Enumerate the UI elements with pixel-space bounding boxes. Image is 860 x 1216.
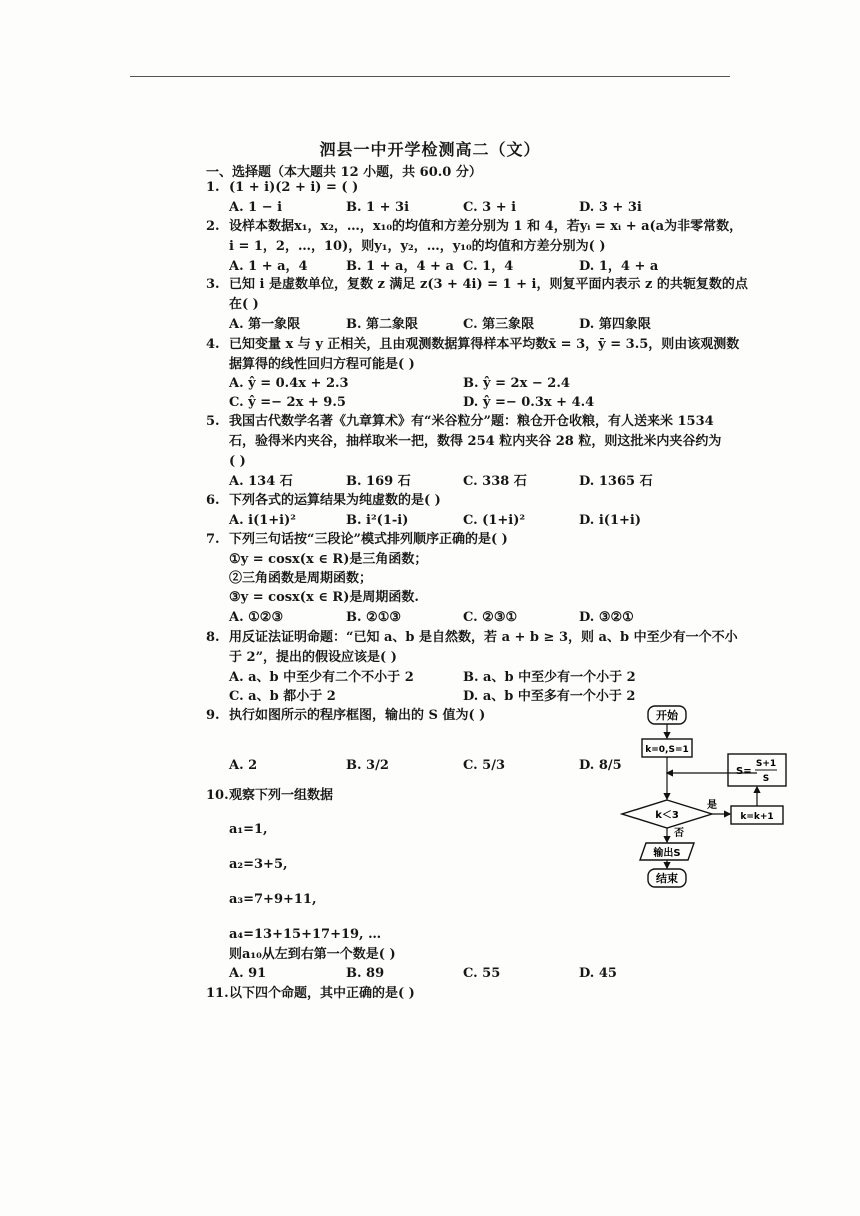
option-a: A. 91 [229,966,267,981]
question-number: 3. [206,277,220,292]
option-d: D. 8/5 [579,758,622,773]
option-b: B. i²(1-i) [346,513,409,528]
question-text: a₄=13+15+17+19, … [229,927,382,942]
option-b: B. ②①③ [346,610,402,625]
top-rule [130,76,730,77]
option-b: B. 89 [346,966,385,981]
question-text: 下列各式的运算结果为纯虚数的是( ) [229,493,441,508]
question-number: 5. [206,414,220,429]
question-number: 9. [206,708,220,723]
option-b: B. 3/2 [346,758,389,773]
option-a: A. 1 + a，4 [229,259,308,274]
option-a: A. 134 石 [229,474,293,489]
option-c: C. ②③① [463,610,518,625]
flowchart-update-s-numerator: S+1 [755,759,777,769]
flowchart-yes-label: 是 [707,800,717,811]
flowchart-init-label: k=0,S=1 [645,745,689,755]
option-c: C. (1+i)² [463,513,526,528]
question-text: 执行如图所示的程序框图，输出的 S 值为( ) [229,708,486,723]
question-number: 6. [206,493,220,508]
question-text: ②三角函数是周期函数； [229,571,373,586]
option-d: D. i(1+i) [579,513,641,528]
flowchart-update-s-lhs: S= [736,766,752,777]
question-text: 用反证法证明命题：“已知 a、b 是自然数，若 a + b ≥ 3，则 a、b 中至少有一个不小 [229,630,738,645]
question-number: 2. [206,219,220,234]
question-text: a₁=1, [229,822,268,837]
question-text: 观察下列一组数据 [229,788,334,803]
program-flowchart [620,702,820,892]
question-text: 下列三句话按“三段论”模式排列顺序正确的是( ) [229,532,508,547]
question-text: ①y = cosx(x ∈ R)是三角函数； [229,552,428,567]
option-d: D. 1，4 + a [579,259,659,274]
option-c: C. 1，4 [463,259,514,274]
option-d: D. ŷ =− 0.3x + 4.4 [463,395,595,410]
question-text: a₂=3+5, [229,857,288,872]
option-c: C. 5/3 [463,758,506,773]
option-a: A. 2 [229,758,258,773]
option-b: B. 1 + a，4 + a [346,259,454,274]
option-d: D. 3 + 3i [579,200,642,215]
option-a: A. a、b 中至少有二个不小于 2 [229,670,414,685]
option-c: C. 55 [463,966,501,981]
option-b: B. 1 + 3i [346,200,410,215]
question-text: 据算得的线性回归方程可能是( ) [229,357,415,372]
option-a: A. 1 − i [229,200,283,215]
question-number: 7. [206,532,220,547]
option-b: B. ŷ = 2x − 2.4 [463,376,570,391]
question-number: 10. [206,788,229,803]
question-text: a₃=7+9+11, [229,892,317,907]
option-a: A. 第一象限 [229,317,301,332]
question-text: 于 2”，提出的假设应该是( ) [229,650,397,665]
question-text: 我国古代数学名著《九章算术》有“米谷粒分”题：粮仓开仓收粮，有人送来米 1534 [229,414,714,429]
question-text: 则a₁₀从左到右第一个数是( ) [229,947,396,962]
option-a: A. ŷ = 0.4x + 2.3 [229,376,349,391]
flowchart-no-label: 否 [674,828,684,839]
question-text: 以下四个命题，其中正确的是( ) [229,986,415,1001]
question-number: 1. [206,180,220,195]
flowchart-condition-label: k＜3 [655,810,679,821]
option-a: A. i(1+i)² [229,513,296,528]
option-c: C. 338 石 [463,474,527,489]
question-number: 11. [206,986,229,1001]
option-c: C. ŷ =− 2x + 9.5 [229,395,346,410]
question-text: (1 + i)(2 + i) = ( ) [229,180,359,195]
option-d: D. 45 [579,966,617,981]
flowchart-output-label: 输出S [653,848,681,859]
flowchart-increment-label: k=k+1 [740,812,774,822]
option-c: C. 第三象限 [463,317,535,332]
section-heading: 一、选择题（本大题共 12 小题，共 60.0 分） [206,165,482,180]
option-b: B. 第二象限 [346,317,419,332]
question-text: 已知 i 是虚数单位，复数 z 满足 z(3 + 4i) = 1 + i，则复平面内表示 z 的共轭复数的点 [229,277,748,292]
option-d: D. 1365 石 [579,474,653,489]
question-number: 4. [206,337,220,352]
option-d: D. a、b 中至多有一个小于 2 [463,689,636,704]
option-b: B. a、b 中至少有一个小于 2 [463,670,636,685]
option-c: C. a、b 都小于 2 [229,689,336,704]
question-text: 在( ) [229,297,259,312]
flowchart-end-label: 结束 [656,872,678,885]
question-text: 设样本数据x₁，x₂，…，x₁₀的均值和方差分别为 1 和 4，若yᵢ = xᵢ + a(a为非零常数， [229,219,743,234]
question-number: 8. [206,630,220,645]
flowchart-update-s-denominator: S [762,774,770,784]
flowchart-start-label: 开始 [656,709,678,722]
question-text: 已知变量 x 与 y 正相关，且由观测数据算得样本平均数x̄ = 3，ȳ = 3.5，则由该观测数 [229,337,740,352]
question-text: 石，验得米内夹谷，抽样取米一把，数得 254 粒内夹谷 28 粒，则这批米内夹谷约为 [229,434,722,449]
page-title: 泗县一中开学检测高二（文） [319,140,541,159]
question-text: i = 1，2，…，10)，则y₁，y₂，…，y₁₀的均值和方差分别为( ) [229,239,606,254]
option-b: B. 169 石 [346,474,411,489]
option-d: D. ③②① [579,610,634,625]
option-c: C. 3 + i [463,200,517,215]
question-text: ( ) [229,454,246,469]
question-text: ③y = cosx(x ∈ R)是周期函数. [229,590,419,605]
option-d: D. 第四象限 [579,317,651,332]
option-a: A. ①②③ [229,610,284,625]
